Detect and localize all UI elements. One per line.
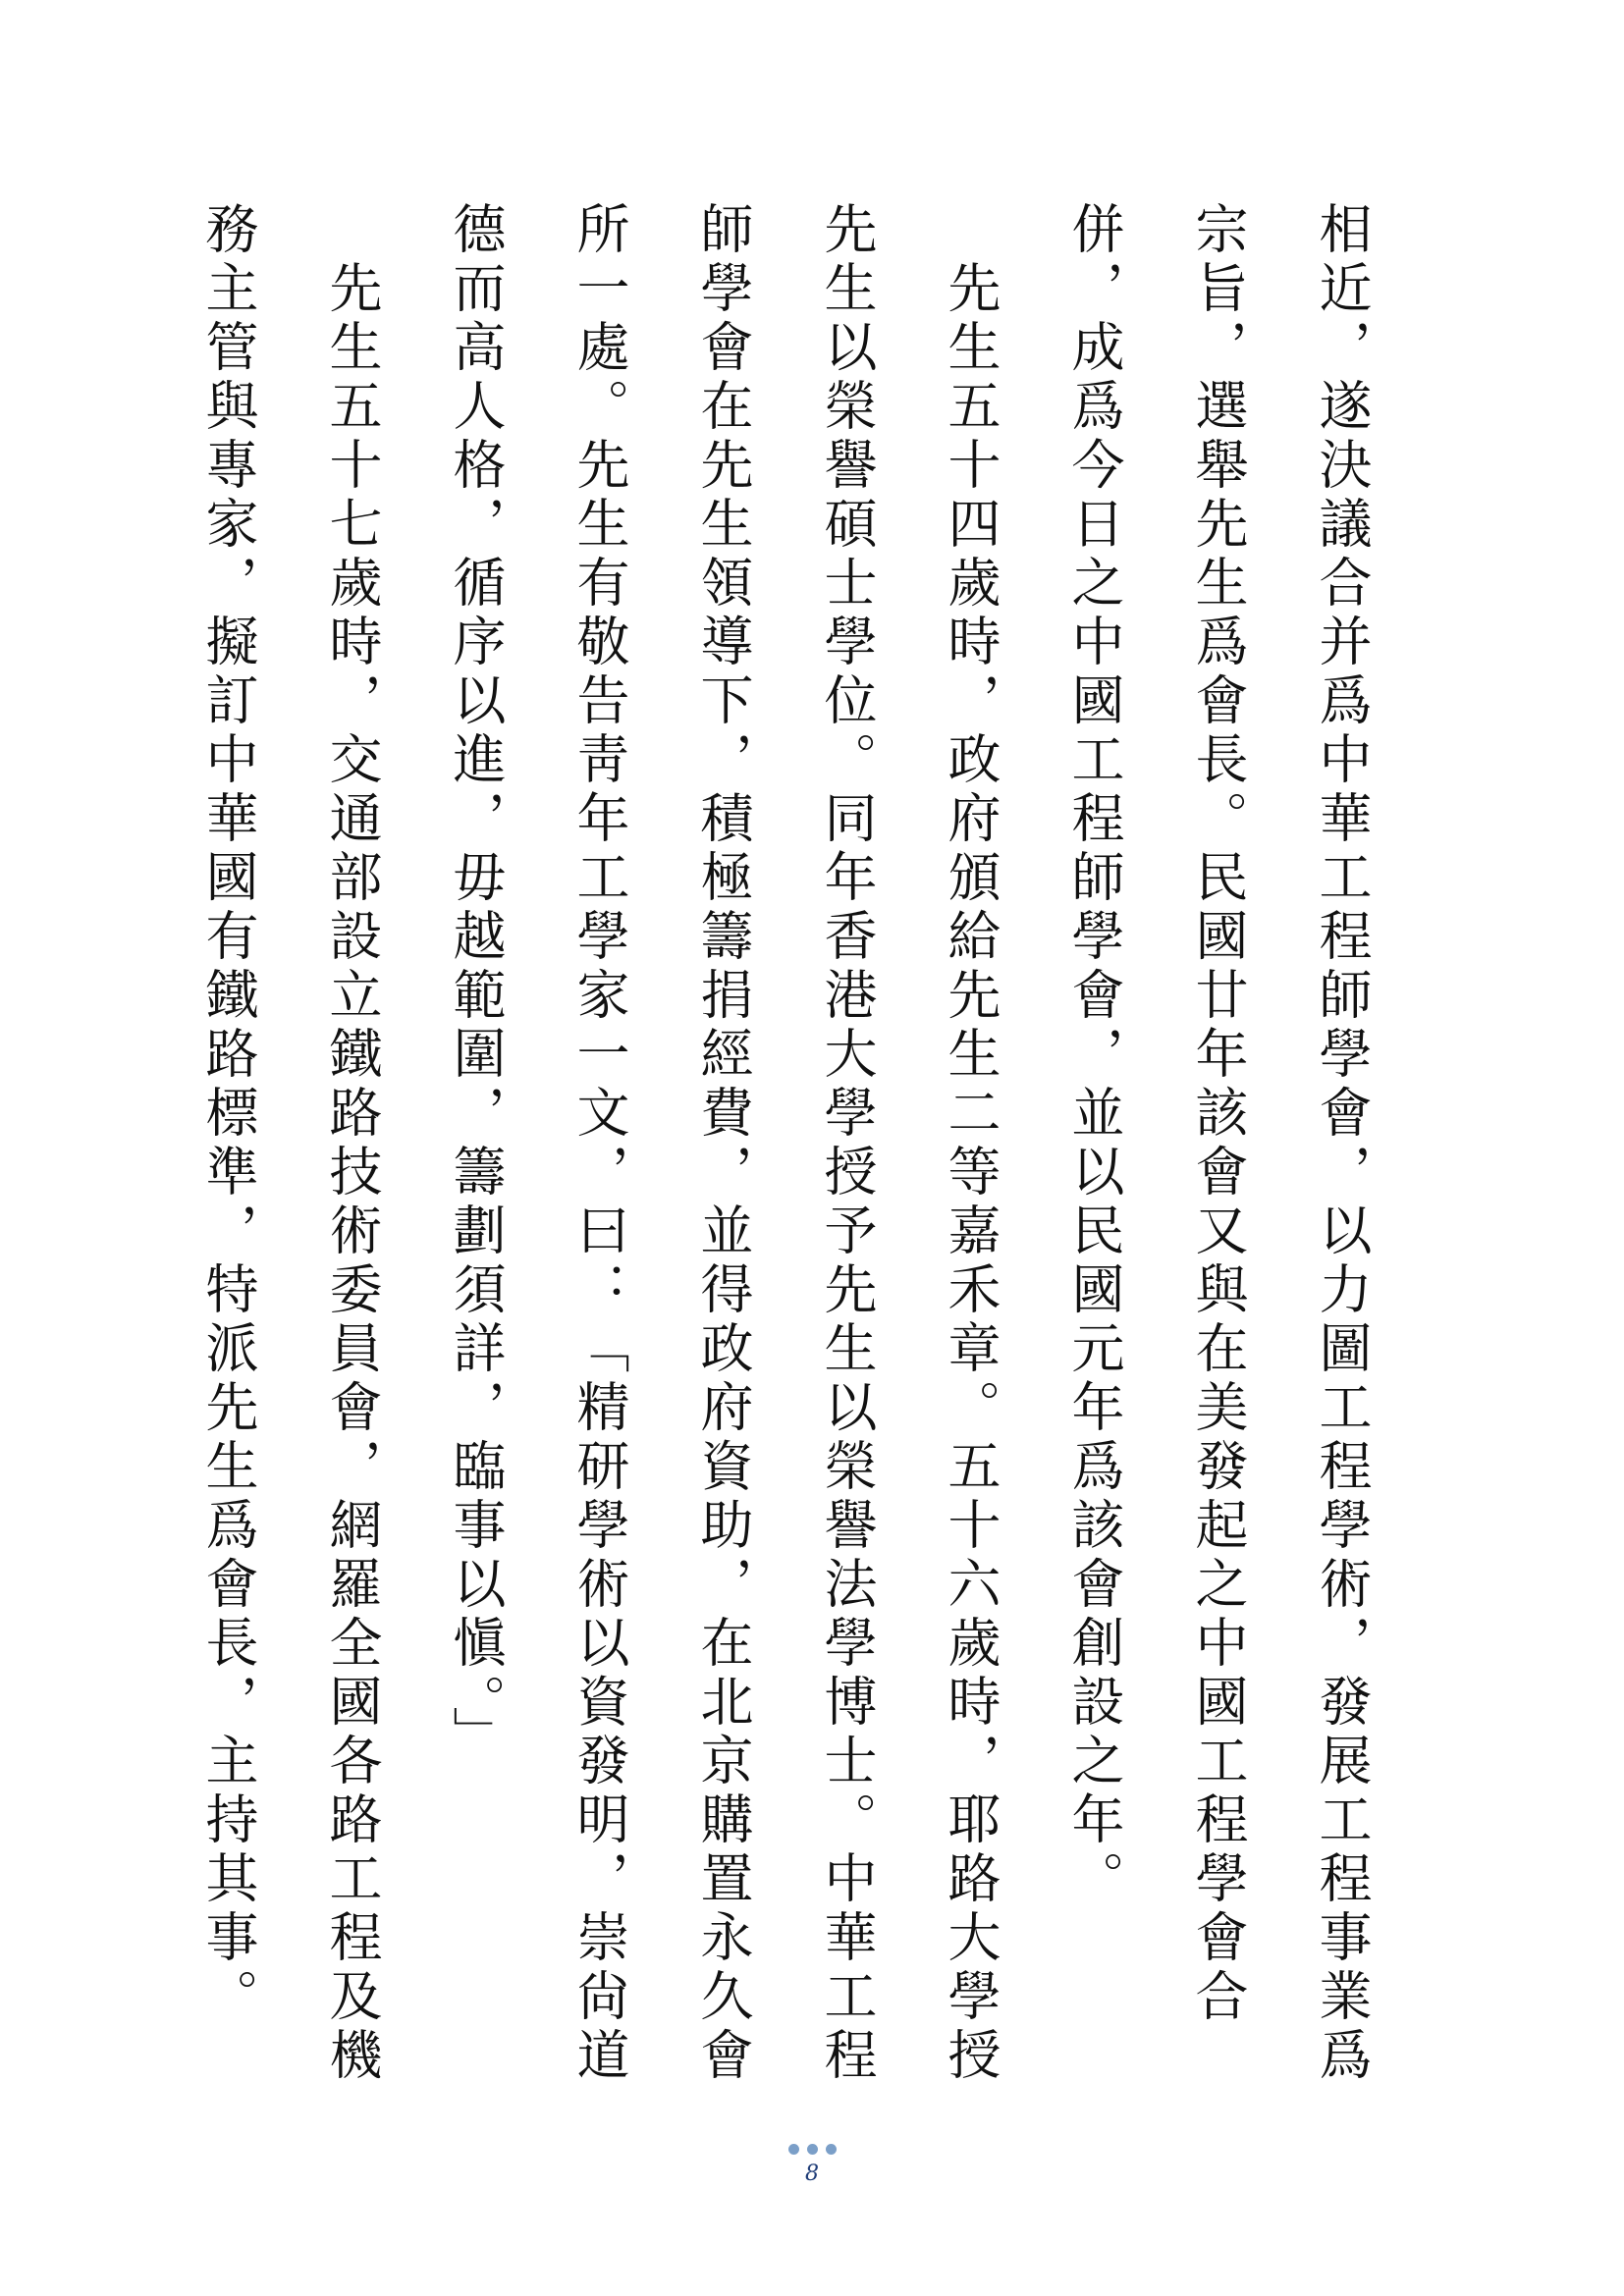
dot-icon: [826, 2144, 837, 2155]
vertical-text-body: [166, 201, 1403, 2125]
page-footer: [0, 2142, 1624, 2186]
dot-icon: [788, 2144, 799, 2155]
dot-icon: [807, 2144, 818, 2155]
paragraph-1: 相近，遂決議合并爲中華工程師學會，以力圖工程學術，發展工程事業爲宗旨，選舉先生爲會長。民國廿年該會又與在美發起之中國工程學會合併，成爲今日之中國工程師學會，並以民國元年爲該會創設之年。: [1063, 201, 1373, 2086]
page-number: 8: [805, 2162, 819, 2186]
paragraph-3: 先生五十七歲時，交通部設立鐵路技術委員會，網羅全國各路工程及機務主管與專家，擬訂中華國有鐵路標準，特派先生爲會長，主持其事。: [197, 201, 383, 2086]
paragraph-2: 先生五十四歲時，政府頒給先生二等嘉禾章。五十六歲時，耶路大學授先生以榮譽碩士學位。同年香港大學授予先生以榮譽法學博士。中華工程師學會在先生領導下，積極籌捐經費，並得政府資助，在北京購置永久會所一處。先生有敬告靑年工學家一文，曰：「精研學術以資發明，崇尙道德而高人格，循序以進，毋越範圍，籌劃須詳，臨事以愼。」: [445, 201, 1001, 2086]
decorative-dots-icon: [788, 2144, 837, 2156]
